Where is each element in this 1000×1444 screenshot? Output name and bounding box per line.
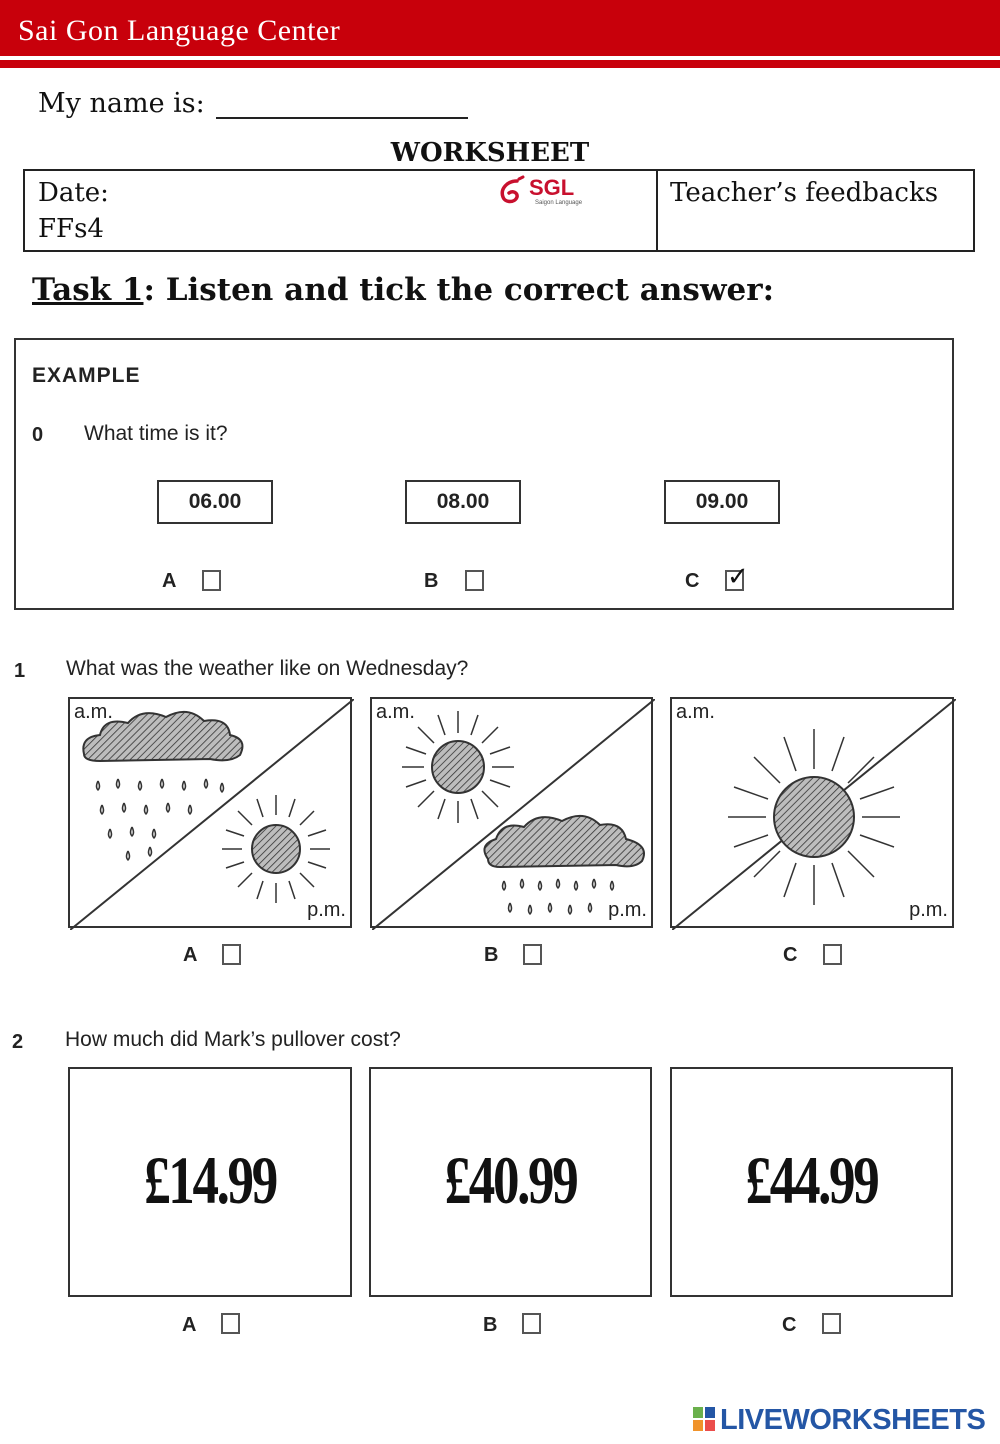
example-checkbox-a[interactable] [202, 570, 221, 591]
q1-letter-b: B [484, 944, 499, 966]
weather-picture-b [370, 697, 653, 928]
q2-checkbox-b[interactable] [522, 1313, 541, 1334]
worksheet-title: WORKSHEET [390, 138, 590, 168]
q2-checkbox-a[interactable] [221, 1313, 240, 1334]
class-code: FFs4 [38, 214, 104, 244]
weather-picture-c [670, 697, 954, 928]
weather-c-drawing [672, 699, 956, 930]
q1-number: 1 [14, 660, 26, 682]
am-label: a.m. [676, 701, 715, 723]
price-c: £44.99 [745, 1142, 878, 1218]
pm-label: p.m. [608, 899, 647, 921]
q2-letter-b: B [483, 1314, 498, 1336]
header-bar [0, 0, 1000, 56]
rain-cloud-icon [83, 712, 242, 860]
example-title: EXAMPLE [32, 364, 141, 387]
q2-letter-a: A [182, 1314, 197, 1336]
table-divider [656, 171, 658, 250]
q2-letter-c: C [782, 1314, 797, 1336]
header-divider [0, 60, 1000, 68]
q1-question: What was the weather like on Wednesday? [66, 657, 469, 680]
pm-label: p.m. [909, 899, 948, 921]
sgl-logo [495, 175, 595, 209]
time-option-c: 09.00 [664, 480, 780, 524]
example-checkbox-c[interactable] [725, 562, 749, 592]
sgl-swirl-icon [495, 175, 529, 209]
q1-checkbox-c[interactable] [823, 944, 842, 965]
weather-a-drawing [70, 699, 354, 930]
sun-icon [402, 711, 514, 823]
liveworksheets-logo [692, 1404, 992, 1436]
sun-icon [222, 795, 330, 903]
center-name: Sai Gon Language Center [18, 14, 341, 47]
q2-number: 2 [12, 1031, 24, 1053]
teacher-feedback-label: Teacher’s feedbacks [670, 178, 939, 208]
price-a: £14.99 [144, 1142, 276, 1218]
footer-brand: LIVEWORKSHEETS [720, 1404, 986, 1436]
weather-b-drawing [372, 699, 655, 930]
q1-checkbox-b[interactable] [523, 944, 542, 965]
task-heading [32, 272, 774, 308]
date-label: Date: [38, 178, 109, 208]
q1-checkbox-a[interactable] [222, 944, 241, 965]
example-letter-a: A [162, 570, 177, 592]
q1-letter-c: C [783, 944, 798, 966]
example-box [14, 338, 954, 610]
name-label: My name is: [38, 88, 205, 119]
q2-question: How much did Mark’s pullover cost? [65, 1028, 401, 1051]
q2-checkbox-c[interactable] [822, 1313, 841, 1334]
q1-letter-a: A [183, 944, 198, 966]
info-table [23, 169, 975, 252]
am-label: a.m. [74, 701, 113, 723]
tick-mark: ✓ [727, 562, 749, 592]
name-input-line[interactable] [216, 117, 468, 119]
logo-text: SGL [529, 175, 575, 200]
sun-icon [728, 729, 900, 905]
liveworksheets-icon [692, 1404, 716, 1434]
price-b: £40.99 [444, 1142, 577, 1218]
time-option-a: 06.00 [157, 480, 273, 524]
example-letter-c: C [685, 570, 700, 592]
example-letter-b: B [424, 570, 439, 592]
task-label: Task 1 [32, 272, 144, 308]
weather-picture-a [68, 697, 352, 928]
price-card-b [369, 1067, 652, 1297]
example-number: 0 [32, 424, 44, 446]
example-checkbox-b[interactable] [465, 570, 484, 591]
time-option-b: 08.00 [405, 480, 521, 524]
price-card-c [670, 1067, 953, 1297]
am-label: a.m. [376, 701, 415, 723]
logo-subtext: Saigon Language [535, 200, 583, 206]
example-question: What time is it? [84, 422, 228, 445]
pm-label: p.m. [307, 899, 346, 921]
task-instruction: : Listen and tick the correct answer: [143, 272, 775, 308]
price-card-a [68, 1067, 352, 1297]
